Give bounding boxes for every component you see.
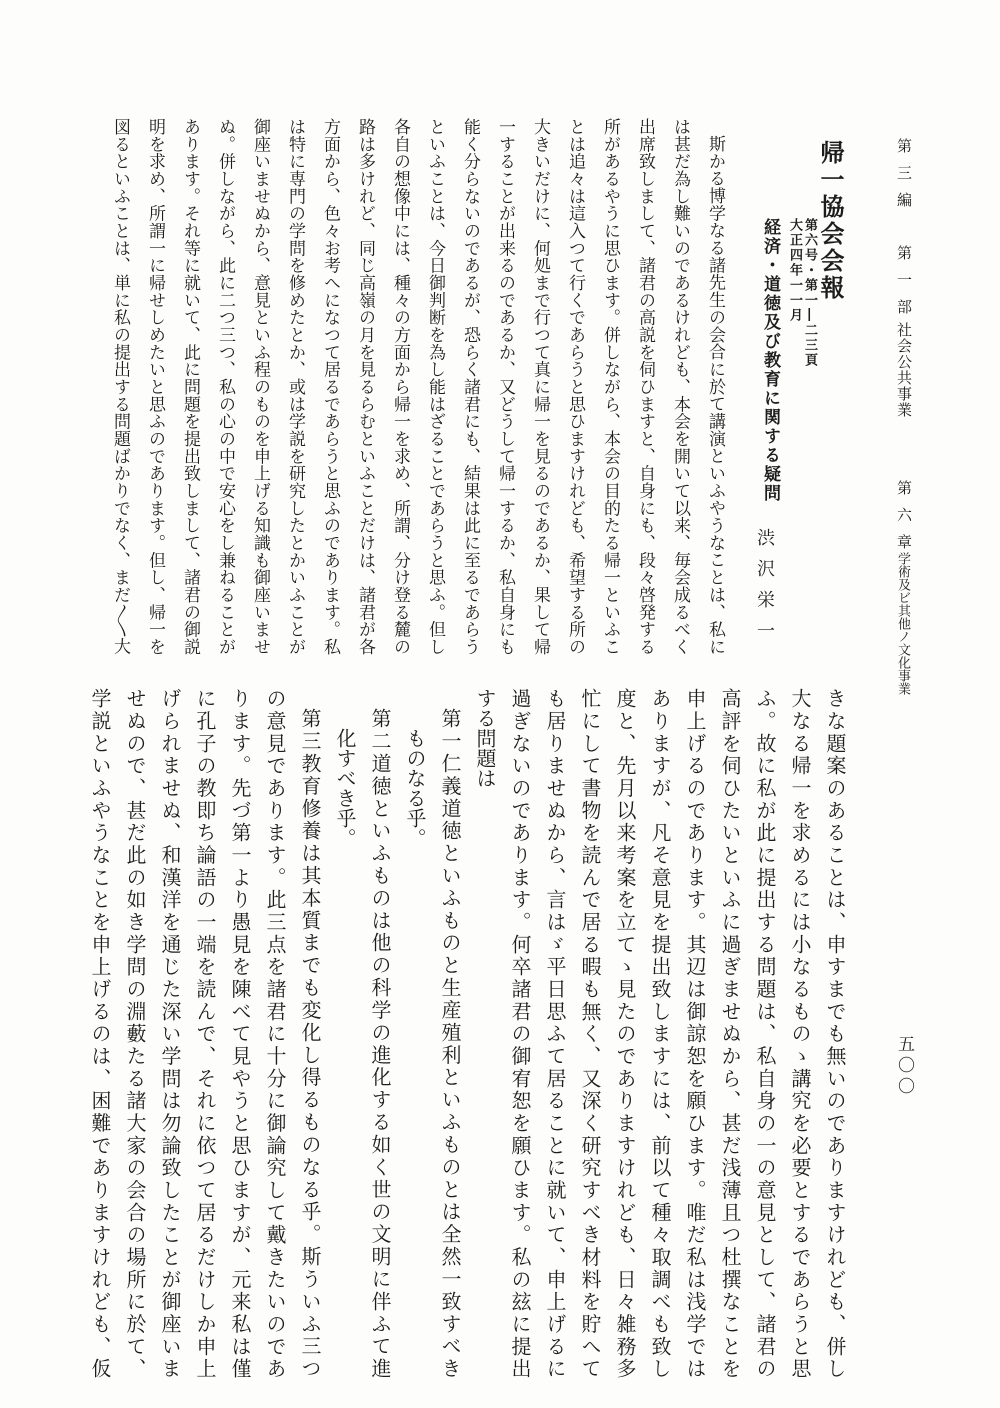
header-chapter-title: 学術及ビ其他ノ文化事業 bbox=[895, 552, 910, 695]
text-column: は特に専門の学問を修めたとか、或は学説を研究したとかいふことが bbox=[285, 118, 305, 655]
text-column: 忙にして書物を読んで居る暇も無く、又深く研究すべき材料を貯へて bbox=[578, 688, 602, 1378]
text-column: きな題案のあることは、申すまでも無いのでありますけれども、併し bbox=[823, 688, 847, 1378]
text-column: といふことは、今日御判断を為し能はざることであらうと思ふ。但し bbox=[425, 118, 445, 655]
header-section: 第三編 bbox=[895, 138, 913, 219]
text-column: 申上げるのであります。其辺は御諒恕を願ひます。唯だ私は浅学では bbox=[683, 688, 707, 1378]
text-column: 能く分らないのであるが、恐らく諸君にも、結果は此に至るであらう bbox=[460, 118, 480, 655]
text-column: ぬ。併しながら、此に二つ三つ、私の心の中で安心をし兼ねることが bbox=[215, 118, 235, 655]
text-column: とは追々は這入つて行くであらうと思ひますけれども、希望する所の bbox=[565, 118, 585, 655]
text-column: 明を求め、所謂一に帰せしめたいと思ふのであります。但し、帰一を bbox=[145, 118, 165, 655]
header-part-title: 社会公共事業 bbox=[895, 322, 913, 418]
text-column: に孔子の教即ち論語の一端を読んで、それに依つて居るだけしか申上 bbox=[193, 688, 217, 1378]
question-two-continued: 化すべき乎。 bbox=[333, 728, 357, 848]
text-column: ありますが、凡そ意見を提出致しますには、前以て種々取調べも致し bbox=[648, 688, 672, 1378]
text-column: 一することが出来るのであるか、又どうして帰一するか、私自身にも bbox=[495, 118, 515, 655]
question-three: 第三教育修養は其本質までも変化し得るものなる乎。斯ういふ三つ bbox=[298, 708, 322, 1378]
text-column: ふ。故に私が此に提出する問題は、私自身の一の意見として、諸君の bbox=[753, 688, 777, 1378]
text-column: あります。それ等に就いて、此に問題を提出致しまして、諸君の御説 bbox=[180, 118, 200, 655]
text-column: 御座いませぬから、意見といふ程のものを申上げる知識も御座いませ bbox=[250, 118, 270, 655]
article-subtitle: 経済・道徳及び教育に関する疑問 bbox=[760, 218, 780, 503]
text-column: 度と、先月以来考案を立てゝ見たのでありますけれども、日々雑務多 bbox=[613, 688, 637, 1378]
text-column: 過ぎないのであります。何卒諸君の御宥恕を願ひます。私の玆に提出 bbox=[508, 688, 532, 1378]
text-column: 斯かる博学なる諸先生の会合に於て講演といふやうなことは、私に bbox=[705, 135, 725, 655]
text-column: ります。先づ第一より愚見を陳べて見やうと思ひますが、元来私は僅 bbox=[228, 688, 252, 1378]
upper-text-block bbox=[102, 118, 732, 655]
text-column: は甚だ為し難いのであるけれども、本会を開いて以来、毎会成るべく bbox=[670, 118, 690, 655]
text-column: 所があるやうに思ひます。併しながら、本会の目的たる帰一といふこ bbox=[600, 118, 620, 655]
question-two: 第二道徳といふものは他の科学の進化する如く世の文明に伴ふて進 bbox=[368, 708, 392, 1378]
page-number: 五〇〇 bbox=[894, 1035, 914, 1098]
text-column: する問題は bbox=[473, 688, 497, 788]
question-one: 第一仁義道徳といふものと生産殖利といふものとは全然一致すべき bbox=[438, 708, 462, 1378]
text-column: の意見であります。此三点を諸君に十分に御論究して戴きたいのであ bbox=[263, 688, 287, 1378]
text-column: 大きいだけに、何処まで行つて真に帰一を見るのであるか、果して帰 bbox=[530, 118, 550, 655]
issue-number: 第六号・第一―二三頁 bbox=[802, 218, 817, 368]
article-title: 帰一協会会報 bbox=[816, 140, 845, 302]
question-one-continued: ものなる乎。 bbox=[403, 728, 427, 848]
text-column: 大なる帰一を求めるには小なるものゝ講究を必要とするであらうと思 bbox=[788, 688, 812, 1378]
header-part: 第一部 bbox=[895, 245, 913, 326]
text-column: げられませぬ、和漢洋を通じた深い学問は勿論致したことが御座いま bbox=[158, 688, 182, 1378]
article-author: 渋沢栄一 bbox=[754, 528, 775, 652]
text-column: 路は多けれど、同じ高嶺の月を見るらむといふことだけは、諸君が各 bbox=[355, 118, 375, 655]
text-column: 高評を伺ひたいといふに過ぎませぬから、甚だ浅薄且つ杜撰なことを bbox=[718, 688, 742, 1378]
lower-text-block bbox=[82, 688, 852, 1378]
text-column: も居りませぬから、言はゞ平日思ふて居ることに就いて、申上げるに bbox=[543, 688, 567, 1378]
text-column: 出席致しまして、諸君の高説を伺ひますと、自身にも、段々啓発する bbox=[635, 118, 655, 655]
issue-info bbox=[787, 218, 817, 368]
text-column: 方面から、色々お考へになつて居るであらうと思ふのであります。私 bbox=[320, 118, 340, 655]
issue-date: 大正四年一一月 bbox=[787, 218, 802, 323]
header-chapter: 第六章 bbox=[895, 480, 913, 561]
text-column: 学説といふやうなことを申上げるのは、困難でありますけれども、仮 bbox=[88, 688, 112, 1378]
text-column: 図るといふことは、単に私の提出する問題ばかりでなく、まだ〳〵大 bbox=[110, 118, 130, 655]
text-column: 各自の想像中には、種々の方面から帰一を求め、所謂、分け登る麓の bbox=[390, 118, 410, 655]
text-column: せぬので、甚だ此の如き学問の淵藪たる諸大家の会合の場所に於て、 bbox=[123, 688, 147, 1378]
